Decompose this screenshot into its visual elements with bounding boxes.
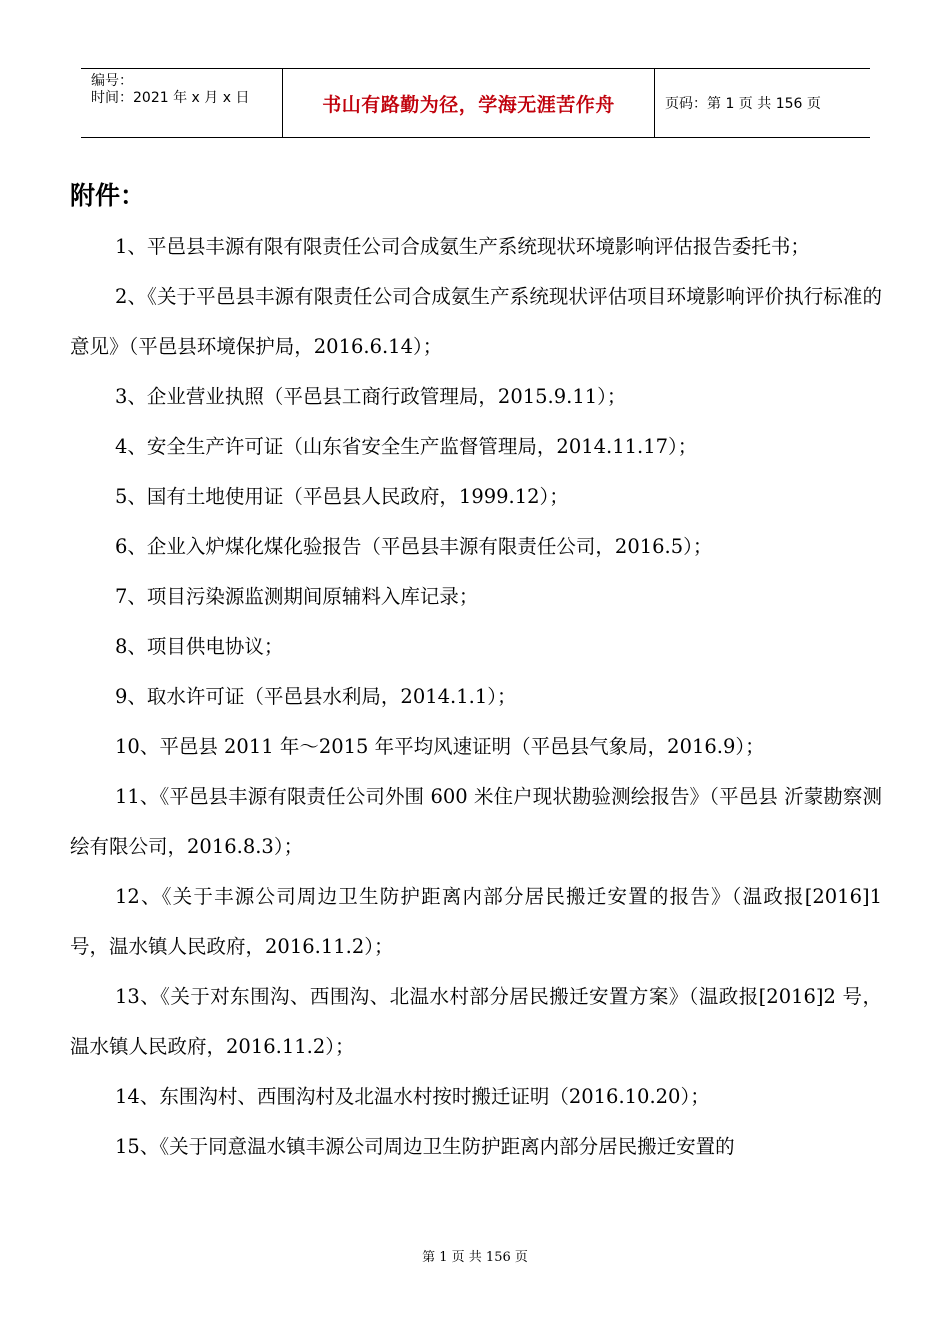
- page-footer: 第 1 页 共 156 页: [422, 1250, 528, 1265]
- time-label: 时间：2021 年 x 月 x 日: [91, 90, 250, 106]
- page-label: 页码：第 1 页 共 156 页: [665, 96, 821, 112]
- list-item: 13、《关于对东围沟、西围沟、北温水村部分居民搬迁安置方案》（温政报[2016]2 号，温水镇人民政府，2016.11.2）；: [70, 985, 882, 1058]
- attachment-list: [70, 222, 882, 1172]
- attachments-heading: 附件：: [70, 181, 146, 210]
- list-item: 2、《关于平邑县丰源有限责任公司合成氨生产系统现状评估项目环境影响评价执行标准的意见》（平邑县环境保护局，2016.6.14）；: [70, 285, 882, 358]
- list-item: 3、企业营业执照（平邑县工商行政管理局，2015.9.11）；: [115, 385, 627, 408]
- list-item: 14、东围沟村、西围沟村及北温水村按时搬迁证明（2016.10.20）；: [115, 1085, 710, 1108]
- header-meta: [81, 69, 283, 137]
- header-motto-cell: [283, 69, 655, 137]
- list-item: 12、《关于丰源公司周边卫生防护距离内部分居民搬迁安置的报告》（温政报[2016]1 号，温水镇人民政府，2016.11.2）；: [70, 885, 882, 958]
- list-item: 7、项目污染源监测期间原辅料入库记录；: [115, 585, 479, 608]
- list-item: 4、安全生产许可证（山东省安全生产监督管理局，2014.11.17）；: [115, 435, 698, 458]
- serial-label: 编号：: [91, 73, 133, 89]
- list-item: 11、《平邑县丰源有限责任公司外围 600 米住户现状勘验测绘报告》（平邑县 沂蒙勘察测绘有限公司，2016.8.3）；: [70, 785, 882, 858]
- list-item: 6、企业入炉煤化煤化验报告（平邑县丰源有限责任公司，2016.5）；: [115, 535, 713, 558]
- motto: 书山有路勤为径，学海无涯苦作舟: [322, 93, 615, 116]
- list-item: 5、国有土地使用证（平邑县人民政府，1999.12）；: [115, 485, 569, 508]
- header-page-cell: [655, 69, 870, 137]
- list-item: 15、《关于同意温水镇丰源公司周边卫生防护距离内部分居民搬迁安置的: [115, 1135, 735, 1158]
- list-item: 8、项目供电协议；: [115, 635, 284, 658]
- document-header: [81, 68, 870, 138]
- list-item: 9、取水许可证（平邑县水利局，2014.1.1）；: [115, 685, 517, 708]
- list-item: 10、平邑县 2011 年～2015 年平均风速证明（平邑县气象局，2016.9）；: [115, 735, 765, 758]
- list-item: 1、平邑县丰源有限有限责任公司合成氨生产系统现状环境影响评估报告委托书；: [115, 235, 810, 258]
